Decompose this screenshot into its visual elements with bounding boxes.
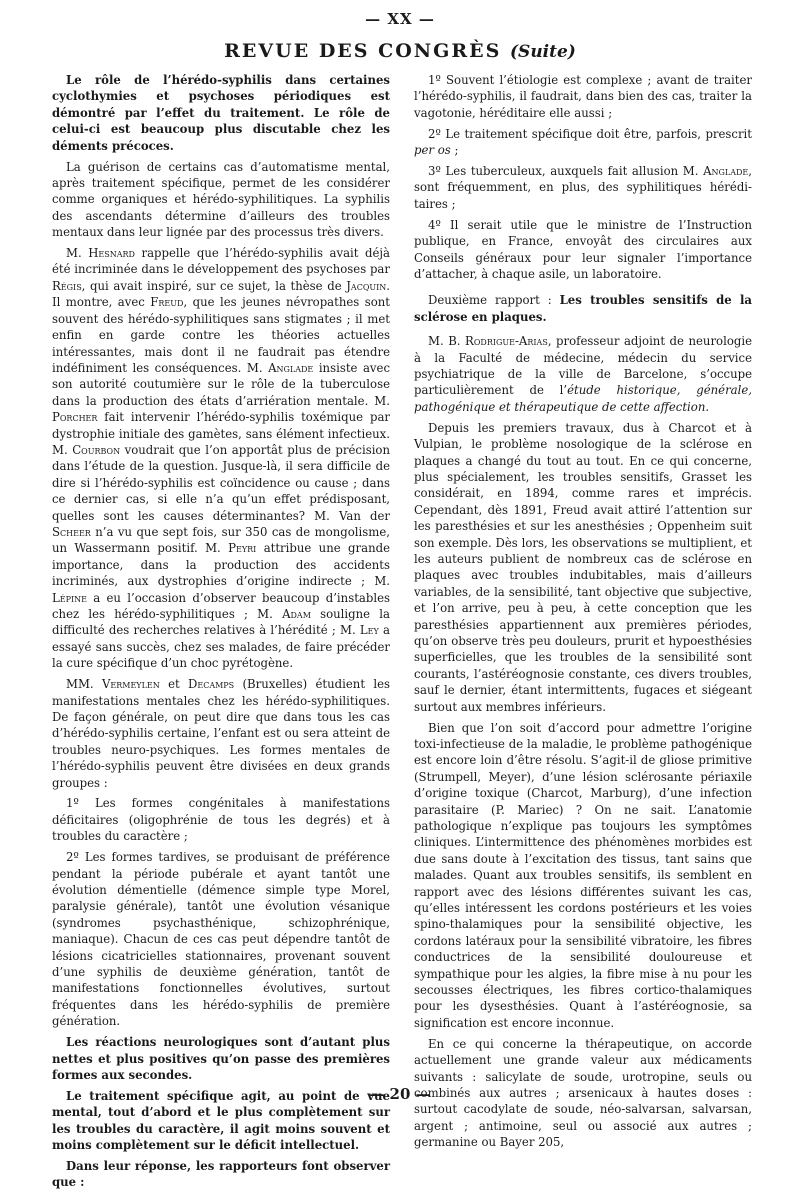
list-item: 1º Les formes congénitales à manifestations déficitaires (oligophrénie de tous les degrés) et à troubles du caractère ; xyxy=(52,796,390,844)
page-title xyxy=(0,40,800,62)
author-name: Vermeylen xyxy=(101,677,160,692)
paragraph: Les réactions neurologiques sont d’autant plus nettes et plus positives qu’on passe des premières formes aux secondes. xyxy=(52,1035,390,1082)
author-name: Ley xyxy=(359,623,379,638)
list-item: 3º Les tuberculeux, auxquels fait allusion M. Anglade, sont fréquemment, en plus, des syphilitiques héréditaires ; xyxy=(414,164,752,211)
section-heading: Deuxième rapport : Les troubles sensitifs de la sclérose en plaques. xyxy=(414,293,752,324)
roman-page-number: — XX — xyxy=(365,10,435,28)
paragraph: MM. Vermeylen et Decamps (Bruxelles) étudient les manifestations mentales chez les hérédo-syphilitiques. De façon générale, on peut dire que dans tous les cas d’hérédo-syphilis certaine, l’enfant est ou sera atteint de troubles neuro-psychiques. Les formes mentales de l’hérédo-syphilis peuvent être divisées en deux grands groupes : xyxy=(52,677,390,790)
paragraph: Dans leur réponse, les rapporteurs font observer que : xyxy=(52,1159,390,1190)
author-name: Hesnard xyxy=(88,246,135,261)
author-name: Adam xyxy=(282,607,311,621)
paragraph: En ce qui concerne la thérapeutique, on accorde actuellement une grande valeur aux médicaments suivants : salicylate de soude, urotropine, seuls ou combinés aux autres ; arsenicaux à hautes doses : surtout cacodylate de soude, néo-salvarsan, salvarsan, argent ; antimoine, seul ou associé aux autres ; germanine ou Bayer 205, xyxy=(414,1036,752,1150)
author-name: Freud xyxy=(150,295,184,310)
author-name: Peyri xyxy=(228,541,257,556)
author-name: Anglade xyxy=(703,164,749,179)
author-name: Régis xyxy=(52,278,82,293)
author-name: Scheer xyxy=(52,524,91,539)
latin-term: per os xyxy=(414,143,451,158)
list-item: 1º Souvent l’étiologie est complexe ; avant de traiter l’hérédo-syphilis, il faudrait, dans bien des cas, traiter la vagotonie, héréditaire elle aussi ; xyxy=(414,73,752,120)
paragraph: Bien que l’on soit d’accord pour admettre l’origine toxi-infectieuse de la maladie, le problème pathogénique est encore loin d’être résolu. S’agit-il de gliose primitive (Strumpell, Meyer), d’une lésion sclérosante périaxile d’origine toxique (Charcot, Marburg), d’une infection parasitaire (P. Mariec) ? On ne sait. L’anatomie pathologique n’explique pas toujours les symptômes cliniques. L’intermittence des phénomènes morbides est due sans doute à l’excitation des tissus, tant sains que malades. Quant aux troubles sensitifs, ils semblent en rapport avec des lésions différentes suivant les cas, qu’elles intéressent les cordons postérieurs et les voies spino-thalamiques pour la sensibilité objective, les cordons latéraux pour la sensibilité vibratoire, les fibres conductrices de la sensibilité douloureuse et sympathique pour les algies, la fibre mise à nu pour les secousses électriques, les fibres cortico-thalamiques pour les dysesthésies. Quant à l’astéréognosie, sa signification est encore inconnue. xyxy=(414,720,752,1030)
title-suffix: (Suite) xyxy=(510,42,576,62)
author-name: Porcher xyxy=(52,410,98,425)
author-name: Decamps xyxy=(188,677,235,692)
paragraph: Le rôle de l’hérédo-syphilis dans certaines cyclothymies et psychoses périodiques est démontré par l’effet du traitement. Le rôle de celui-ci est beaucoup plus discutable chez les déments précoces. xyxy=(52,73,390,153)
list-item: 4º Il serait utile que le ministre de l’Instruction publique, en France, envoyât des circulaires aux Conseils généraux pour leur signaler l’importance d’attacher, à chaque asile, un laboratoire. xyxy=(414,217,752,281)
author-name: Rodrigue-Arias xyxy=(465,334,548,349)
author-name: Lépine xyxy=(52,590,87,605)
paragraph: La guérison de certains cas d’automatisme mental, après traitement spécifique, permet de les considérer comme organiques et hérédo-syphilitiques. La syphilis des ascendants détermine d’ailleurs des troubles mentaux dans leur lignée par des processus très divers. xyxy=(52,159,390,240)
author-name: Anglade xyxy=(268,360,314,375)
page-number: — 20 — xyxy=(369,1085,431,1103)
list-item: 2º Le traitement spécifique doit être, parfois, prescrit per os ; xyxy=(414,126,752,158)
list-item: 2º Les formes tardives, se produisant de préférence pendant la période pubérale et ayant tantôt une évolution démentielle (démence simple type Morel, paralysie générale), tantôt une évolution vésanique (syndromes psychasthénique, schizophrénique, maniaque). Chacun de ces cas peut dépendre tantôt de lésions cicatricielles stationnaires, provenant souvent d’une syphilis de deuxième génération, tantôt de manifestations fonctionnelles évolutives, surtout fréquentes dans les hérédo-syphilis de première génération. xyxy=(52,850,390,1029)
author-name: Jacquin xyxy=(346,278,387,293)
left-column xyxy=(52,72,390,1195)
paragraph: M. Hesnard rappelle que l’hérédo-syphilis avait déjà été incriminée dans le développement des psychoses par Régis, qui avait inspiré, sur ce sujet, la thèse de Jacquin. Il montre, avec Freud, que les jeunes névropathes sont souvent des hérédo-syphilitiques sans stigmates ; il met enfin en garde contre les théories actuelles intéressantes, mais dont il ne faudrait pas étendre indéfiniment les conséquences. M. Anglade insiste avec son autorité coutumière sur le rôle de la tuberculose dans la production des états d’arriération mentale. M. Porcher fait intervenir l’hérédo-syphilis toxémique par dystrophie initiale des gamètes, sans élément infectieux. M. Courbon voudrait que l’on apportât plus de précision dans l’étude de la question. Jusque-là, il sera difficile de dire si l’hérédo-syphilis est coïncidence ou cause ; dans ce dernier cas, si elle n’a qu’un effet prédisposant, quelles sont les causes déterminantes? M. Van der Scheer n’a vu que sept fois, sur 350 cas de mongolisme, un Wassermann positif. M. Peyri attribue une grande importance, dans la production des accidents incriminés, aux dystrophies d’origine indirecte ; M. Lépine a eu l’occasion d’observer beaucoup d’instables chez les hérédo-syphilitiques ; M. Adam souligne la difficulté des recherches relatives à l’hérédité ; M. Ley a essayé sans succès, chez ses malades, de faire précéder la cure spécifique d’un choc pyrétogène. xyxy=(52,246,391,671)
author-name: Courbon xyxy=(72,442,121,457)
paragraph: Depuis les premiers travaux, dus à Charcot et à Vulpian, le problème nosologique de la sclérose en plaques a changé du tout au tout. En ce qui concerne, plus spécialement, les troubles sensitifs, Grasset les considérait, en 1894, comme rares et imprécis. Cependant, dès 1891, Freud avait attiré l’attention sur les paresthésies et sur les anesthésies ; Oppenheim suit son exemple. Dès lors, les observations se multiplient, et les auteurs publient de nombreux cas de sclérose en plaques avec troubles indubitables, mais d’ailleurs variables, de la sensibilité, tant objective que subjective, et l’on arrive, peu à peu, à cette conception que les paresthésies appartiennent aux premières périodes, qu’on observe très peu douleurs, prurit et hypoesthésies superficielles, que les troubles de la sensibilité sont courants, l’astéréognosie constante, ces divers troubles, sauf le dernier, étant intermittents, fugaces et siégeant surtout aux membres inférieurs. xyxy=(414,420,752,714)
paragraph: M. B. Rodrigue-Arias, professeur adjoint de neurologie à la Faculté de médecine, médecin du service psychiatrique de la ville de Barcelone, s’occupe particulièrement de l’étude historique, générale, pathogénique et thérapeutique de cette affection. xyxy=(414,334,752,414)
title-text: REVUE DES CONGRÈS xyxy=(224,40,502,62)
right-column xyxy=(414,72,752,1155)
paragraph: Le traitement spécifique agit, au point de vue mental, tout d’abord et le plus complètement sur les troubles du caractère, il agit moins souvent et moins complètement sur le déficit intellectuel. xyxy=(52,1088,390,1153)
